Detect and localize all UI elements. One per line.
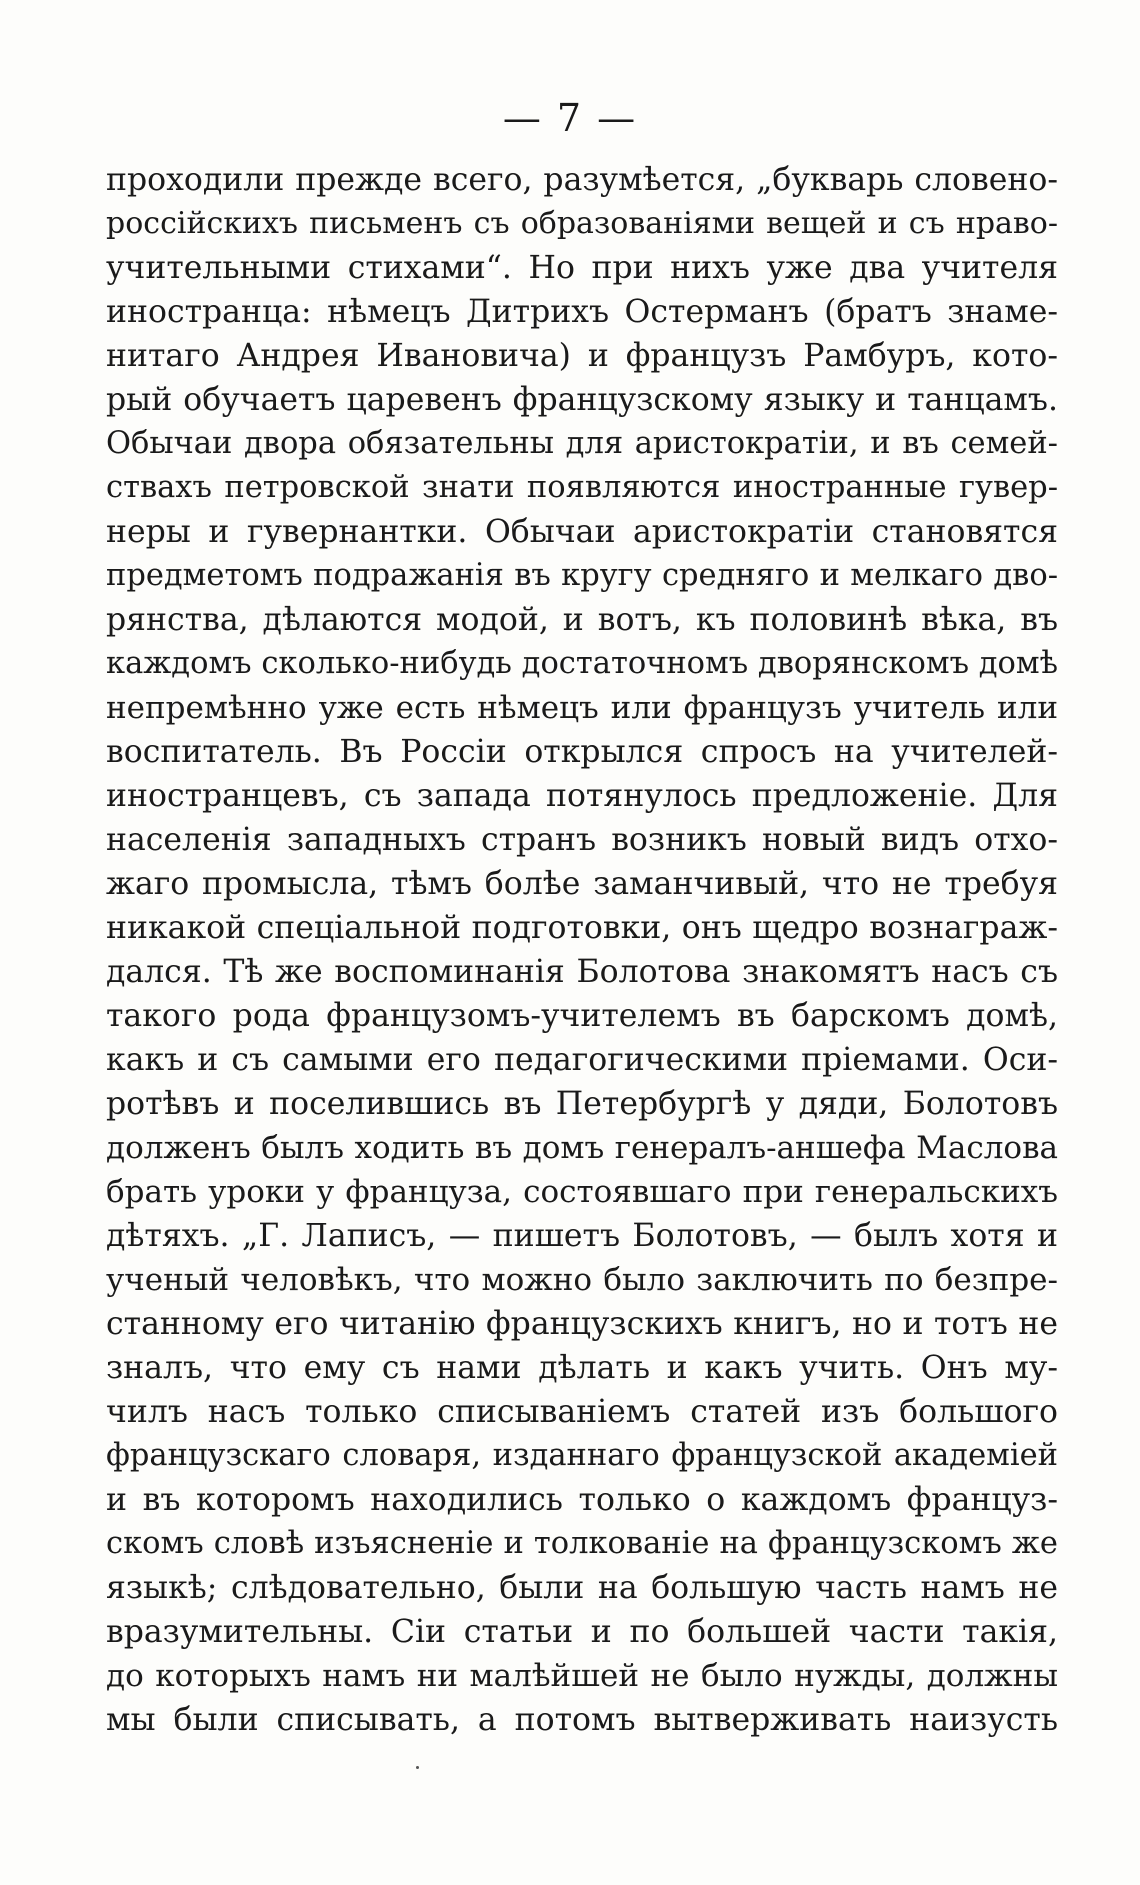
text-line: станному его читанію французскихъ книгъ, но и тотъ не xyxy=(106,1306,1058,1342)
text-line: учительными стихами“. Но при нихъ уже два учителя xyxy=(106,250,1058,286)
text-line: жаго промысла, тѣмъ болѣе заманчивый, что не требуя xyxy=(106,866,1058,902)
text-line: иностранца: нѣмецъ Дитрихъ Остерманъ (братъ знаме- xyxy=(106,294,1058,330)
text-line: долженъ былъ ходить въ домъ генералъ-аншефа Маслова xyxy=(106,1130,1058,1166)
text-line: каждомъ сколько-нибудь достаточномъ дворянскомъ домѣ xyxy=(106,646,1058,681)
page-number: — 7 — xyxy=(502,96,638,140)
text-line: французскаго словаря, изданнаго французской академіей xyxy=(106,1438,1058,1473)
text-line: и въ которомъ находились только о каждомъ француз- xyxy=(106,1482,1058,1518)
text-line: вразумительны. Сіи статьи и по большей части такія, xyxy=(106,1614,1058,1650)
text-line: проходили прежде всего, разумѣется, „букварь словено- xyxy=(106,162,1058,198)
text-line: нитаго Андрея Ивановича) и французъ Рамбуръ, кото- xyxy=(106,338,1058,374)
text-line: до которыхъ намъ ни малѣйшей не было нужды, должны xyxy=(106,1658,1058,1694)
text-line: россійскихъ письменъ съ образованіями вещей и съ нраво- xyxy=(106,206,1058,241)
text-line: населенія западныхъ странъ возникъ новый видъ отхо- xyxy=(106,822,1058,858)
text-line: ствахъ петровской знати появляются иностранные гувер- xyxy=(106,470,1058,505)
text-line: языкѣ; слѣдовательно, были на большую часть намъ не xyxy=(106,1570,1058,1606)
text-line: неры и гувернантки. Обычаи аристократіи становятся xyxy=(106,514,1058,550)
text-line: скомъ словѣ изъясненіе и толкованіе на французскомъ же xyxy=(106,1526,1058,1561)
text-line: такого рода французомъ-учителемъ въ барскомъ домѣ, xyxy=(106,998,1058,1034)
text-line: Обычаи двора обязательны для аристократіи, и въ семей- xyxy=(106,426,1058,461)
text-line: зналъ, что ему съ нами дѣлать и какъ учить. Онъ му- xyxy=(106,1350,1058,1386)
text-line: дался. Тѣ же воспоминанія Болотова знакомятъ насъ съ xyxy=(106,954,1058,990)
text-line: какъ и съ самыми его педагогическими пріемами. Оси- xyxy=(106,1042,1058,1078)
text-line: рянства, дѣлаются модой, и вотъ, къ половинѣ вѣка, въ xyxy=(106,602,1058,638)
body-text xyxy=(106,158,1058,1742)
text-line: брать уроки у француза, состоявшаго при генеральскихъ xyxy=(106,1174,1058,1210)
text-line: воспитатель. Въ Россіи открылся спросъ на учителей- xyxy=(106,734,1058,770)
text-line: дѣтяхъ. „Г. Лаписъ, — пишетъ Болотовъ, — былъ хотя и xyxy=(106,1218,1058,1254)
text-line: непремѣнно уже есть нѣмецъ или французъ учитель или xyxy=(106,690,1058,726)
text-line: предметомъ подражанія въ кругу средняго и мелкаго дво- xyxy=(106,558,1058,593)
text-line: мы были списывать, а потомъ вытверживать наизусть xyxy=(106,1702,1058,1738)
print-speck xyxy=(416,1766,419,1769)
text-line: ученый человѣкъ, что можно было заключить по безпре- xyxy=(106,1262,1058,1298)
text-line: никакой спеціальной подготовки, онъ щедро вознаграж- xyxy=(106,910,1058,946)
text-line: ротѣвъ и поселившись въ Петербургѣ у дяди, Болотовъ xyxy=(106,1086,1058,1122)
text-line: чилъ насъ только списываніемъ статей изъ большого xyxy=(106,1394,1058,1430)
text-line: рый обучаетъ царевенъ французскому языку и танцамъ. xyxy=(106,382,1058,418)
text-line: иностранцевъ, съ запада потянулось предложеніе. Для xyxy=(106,778,1058,814)
